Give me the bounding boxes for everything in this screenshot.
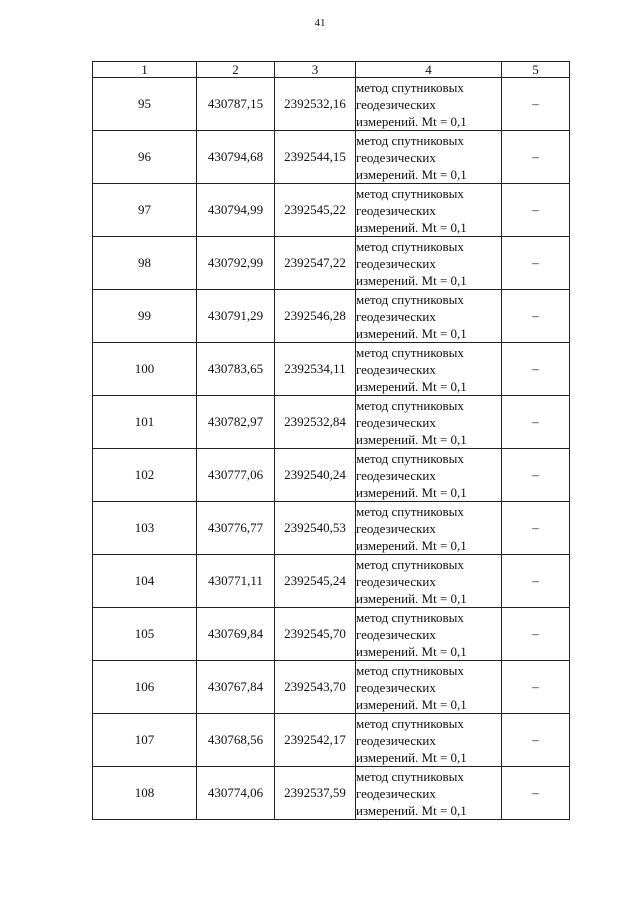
point-number-cell: 99 — [93, 290, 197, 343]
method-line: метод спутниковых — [356, 768, 464, 784]
method-line: метод спутниковых — [356, 132, 464, 148]
x-coordinate-cell: 430787,15 — [197, 78, 275, 131]
table-header-row — [93, 62, 570, 78]
method-line: геодезических — [356, 255, 436, 271]
method-line: геодезических — [356, 149, 436, 165]
method-line: геодезических — [356, 308, 436, 324]
table-body — [93, 78, 570, 820]
column-5-cell: – — [502, 767, 570, 820]
method-line: геодезических — [356, 626, 436, 642]
table-row — [93, 131, 570, 184]
table-row — [93, 237, 570, 290]
method-line: геодезических — [356, 96, 436, 112]
y-coordinate-cell: 2392547,22 — [275, 237, 356, 290]
table-row — [93, 767, 570, 820]
point-number-cell: 105 — [93, 608, 197, 661]
method-line: метод спутниковых — [356, 609, 464, 625]
y-coordinate-cell: 2392543,70 — [275, 661, 356, 714]
method-line: геодезических — [356, 361, 436, 377]
column-5-cell: – — [502, 502, 570, 555]
column-5-cell: – — [502, 290, 570, 343]
method-line: метод спутниковых — [356, 503, 464, 519]
column-5-cell: – — [502, 661, 570, 714]
method-line: геодезических — [356, 414, 436, 430]
method-cell — [356, 343, 502, 396]
method-line: измерений. Mt = 0,1 — [356, 537, 467, 553]
method-line: метод спутниковых — [356, 662, 464, 678]
x-coordinate-cell: 430792,99 — [197, 237, 275, 290]
method-line: метод спутниковых — [356, 715, 464, 731]
method-line: измерений. Mt = 0,1 — [356, 643, 467, 659]
column-5-cell: – — [502, 608, 570, 661]
method-line: измерений. Mt = 0,1 — [356, 272, 467, 288]
y-coordinate-cell: 2392534,11 — [275, 343, 356, 396]
method-line: метод спутниковых — [356, 344, 464, 360]
column-5-cell: – — [502, 237, 570, 290]
x-coordinate-cell: 430783,65 — [197, 343, 275, 396]
method-line: измерений. Mt = 0,1 — [356, 219, 467, 235]
y-coordinate-cell: 2392542,17 — [275, 714, 356, 767]
point-number-cell: 107 — [93, 714, 197, 767]
column-5-cell: – — [502, 555, 570, 608]
method-line: геодезических — [356, 573, 436, 589]
y-coordinate-cell: 2392532,16 — [275, 78, 356, 131]
y-coordinate-cell: 2392540,53 — [275, 502, 356, 555]
method-cell — [356, 237, 502, 290]
y-coordinate-cell: 2392532,84 — [275, 396, 356, 449]
column-header-3: 3 — [275, 62, 356, 78]
y-coordinate-cell: 2392545,70 — [275, 608, 356, 661]
method-cell — [356, 555, 502, 608]
method-line: геодезических — [356, 202, 436, 218]
method-cell — [356, 714, 502, 767]
method-line: метод спутниковых — [356, 450, 464, 466]
method-cell — [356, 608, 502, 661]
method-line: измерений. Mt = 0,1 — [356, 696, 467, 712]
page-number: 41 — [314, 17, 326, 29]
method-cell — [356, 661, 502, 714]
column-5-cell: – — [502, 343, 570, 396]
x-coordinate-cell: 430769,84 — [197, 608, 275, 661]
x-coordinate-cell: 430767,84 — [197, 661, 275, 714]
y-coordinate-cell: 2392537,59 — [275, 767, 356, 820]
y-coordinate-cell: 2392544,15 — [275, 131, 356, 184]
x-coordinate-cell: 430777,06 — [197, 449, 275, 502]
method-line: измерений. Mt = 0,1 — [356, 484, 467, 500]
point-number-cell: 103 — [93, 502, 197, 555]
point-number-cell: 108 — [93, 767, 197, 820]
x-coordinate-cell: 430776,77 — [197, 502, 275, 555]
column-header-5: 5 — [502, 62, 570, 78]
method-line: геодезических — [356, 520, 436, 536]
column-header-1: 1 — [93, 62, 197, 78]
table-row — [93, 290, 570, 343]
column-header-2: 2 — [197, 62, 275, 78]
method-line: измерений. Mt = 0,1 — [356, 802, 467, 818]
method-line: геодезических — [356, 732, 436, 748]
x-coordinate-cell: 430768,56 — [197, 714, 275, 767]
method-line: измерений. Mt = 0,1 — [356, 749, 467, 765]
method-line: измерений. Mt = 0,1 — [356, 590, 467, 606]
x-coordinate-cell: 430774,06 — [197, 767, 275, 820]
table-row — [93, 184, 570, 237]
point-number-cell: 104 — [93, 555, 197, 608]
table-row — [93, 396, 570, 449]
point-number-cell: 97 — [93, 184, 197, 237]
table-row — [93, 502, 570, 555]
method-cell — [356, 290, 502, 343]
method-cell — [356, 449, 502, 502]
method-line: геодезических — [356, 467, 436, 483]
x-coordinate-cell: 430794,99 — [197, 184, 275, 237]
method-line: геодезических — [356, 785, 436, 801]
method-line: метод спутниковых — [356, 185, 464, 201]
column-5-cell: – — [502, 78, 570, 131]
table-row — [93, 343, 570, 396]
column-5-cell: – — [502, 184, 570, 237]
column-5-cell: – — [502, 131, 570, 184]
column-5-cell: – — [502, 449, 570, 502]
x-coordinate-cell: 430782,97 — [197, 396, 275, 449]
table-row — [93, 449, 570, 502]
method-cell — [356, 502, 502, 555]
method-line: метод спутниковых — [356, 238, 464, 254]
method-cell — [356, 396, 502, 449]
x-coordinate-cell: 430794,68 — [197, 131, 275, 184]
method-line: метод спутниковых — [356, 397, 464, 413]
point-number-cell: 95 — [93, 78, 197, 131]
y-coordinate-cell: 2392540,24 — [275, 449, 356, 502]
method-line: измерений. Mt = 0,1 — [356, 113, 467, 129]
method-line: измерений. Mt = 0,1 — [356, 325, 467, 341]
point-number-cell: 106 — [93, 661, 197, 714]
x-coordinate-cell: 430791,29 — [197, 290, 275, 343]
method-line: геодезических — [356, 679, 436, 695]
method-cell — [356, 131, 502, 184]
method-line: метод спутниковых — [356, 79, 464, 95]
method-cell — [356, 767, 502, 820]
method-line: метод спутниковых — [356, 556, 464, 572]
y-coordinate-cell: 2392545,22 — [275, 184, 356, 237]
table-row — [93, 608, 570, 661]
y-coordinate-cell: 2392545,24 — [275, 555, 356, 608]
point-number-cell: 100 — [93, 343, 197, 396]
column-5-cell: – — [502, 714, 570, 767]
method-line: измерений. Mt = 0,1 — [356, 431, 467, 447]
table-row — [93, 661, 570, 714]
table-row — [93, 78, 570, 131]
point-number-cell: 96 — [93, 131, 197, 184]
table-row — [93, 555, 570, 608]
x-coordinate-cell: 430771,11 — [197, 555, 275, 608]
point-number-cell: 101 — [93, 396, 197, 449]
table-row — [93, 714, 570, 767]
y-coordinate-cell: 2392546,28 — [275, 290, 356, 343]
column-header-4: 4 — [356, 62, 502, 78]
point-number-cell: 98 — [93, 237, 197, 290]
column-5-cell: – — [502, 396, 570, 449]
coordinates-table — [92, 61, 570, 820]
method-line: измерений. Mt = 0,1 — [356, 378, 467, 394]
method-cell — [356, 78, 502, 131]
point-number-cell: 102 — [93, 449, 197, 502]
method-cell — [356, 184, 502, 237]
method-line: метод спутниковых — [356, 291, 464, 307]
method-line: измерений. Mt = 0,1 — [356, 166, 467, 182]
